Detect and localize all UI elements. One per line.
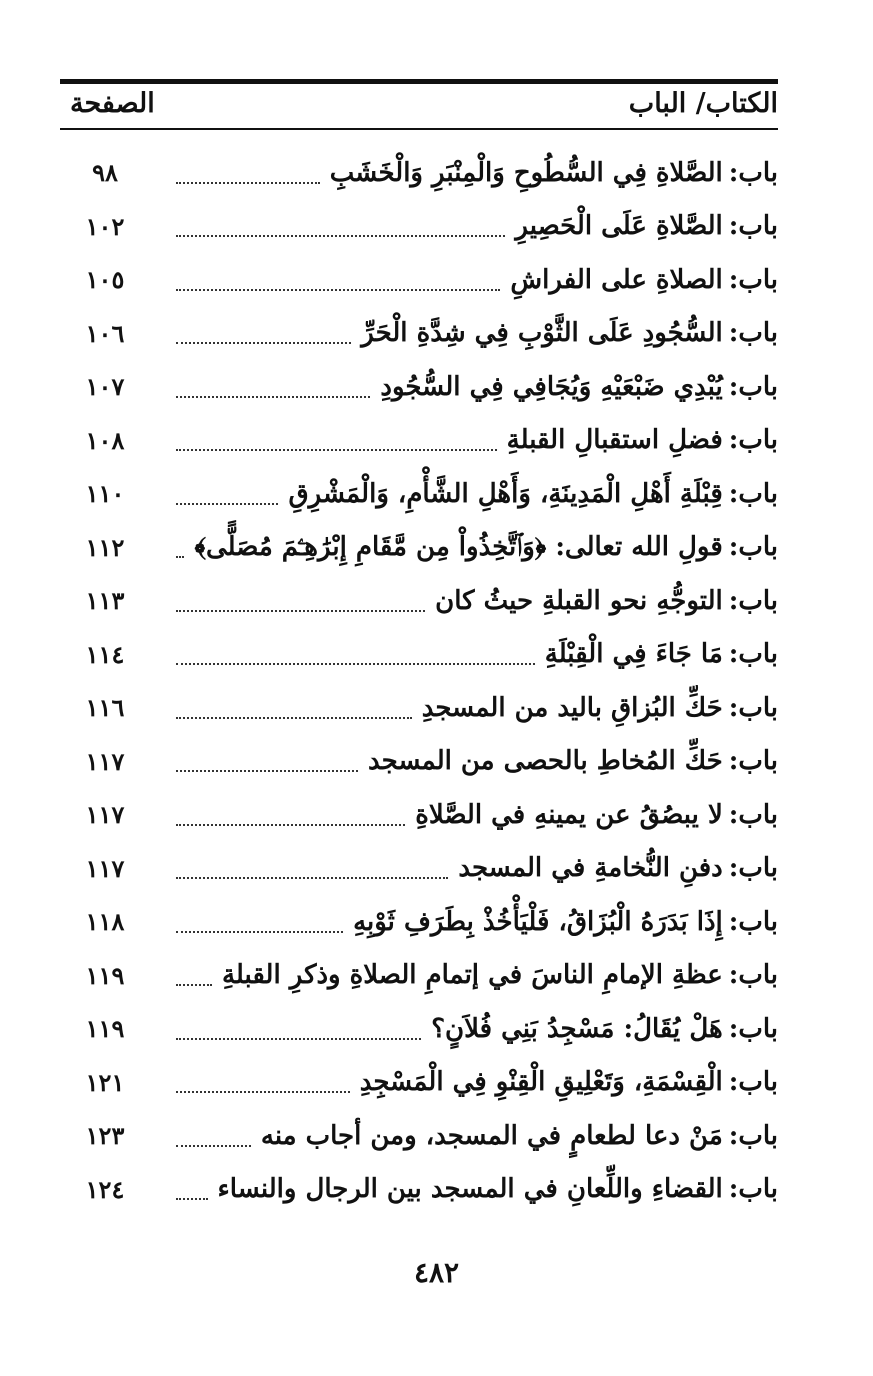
entry-prefix: باب: (728, 1174, 778, 1205)
dot-leader (176, 984, 212, 986)
top-rule (60, 79, 778, 84)
entry-page-number: ١٠٥ (85, 265, 125, 295)
entry-prefix: باب: (728, 318, 778, 349)
dot-leader (176, 1091, 350, 1093)
entry-title: الصَّلاةِ عَلَى الْحَصِيرِ (515, 211, 723, 242)
toc-entry (60, 146, 778, 200)
dot-leader (176, 717, 412, 719)
dot-leader (176, 610, 425, 612)
entry-page-number: ١١٣ (85, 586, 125, 616)
dot-leader (176, 182, 320, 184)
entry-page-number: ١٠٨ (85, 425, 125, 455)
toc-entry (60, 467, 778, 521)
toc-entry (60, 307, 778, 361)
entry-page-number: ١٠٦ (85, 318, 125, 348)
toc-entry (60, 574, 778, 628)
toc-entry (60, 1163, 778, 1217)
entry-prefix: باب: (728, 1120, 778, 1151)
toc-entry (60, 681, 778, 735)
entry-title: التوجُّهِ نحو القبلةِ حيثُ كان (435, 585, 723, 616)
entry-title: قولِ الله تعالى: ﴿وَٱتَّخِذُواْ مِن مَّقَامِ إِبْرَٰهِـۧمَ مُصَلًّى﴾ (194, 531, 723, 562)
entry-page-number: ١٢١ (85, 1067, 125, 1097)
entry-prefix: باب: (728, 1067, 778, 1098)
entry-title: حَكِّ البُزاقِ باليد من المسجدِ (421, 692, 723, 723)
entry-page-number: ١١٩ (85, 1014, 125, 1044)
entry-prefix: باب: (728, 1013, 778, 1044)
entry-title: قِبْلَةِ أَهْلِ الْمَدِينَةِ، وَأَهْلِ الشَّأْمِ، وَالْمَشْرِقِ (288, 478, 723, 509)
entry-title: يُبْدِي ضَبْعَيْهِ وَيُجَافِي فِي السُّجُودِ (380, 371, 723, 402)
entry-prefix: باب: (728, 532, 778, 563)
entry-prefix: باب: (728, 799, 778, 830)
entry-title: دفنِ النُّخامةِ في المسجد (458, 853, 723, 884)
entry-page-number: ١٢٤ (85, 1174, 125, 1204)
entry-page-number: ١١٧ (85, 746, 125, 776)
toc-entry (60, 842, 778, 896)
toc-entry (60, 1056, 778, 1110)
entry-title: الْقِسْمَةِ، وَتَعْلِيقِ الْقِنْوِ فِي الْمَسْجِدِ (359, 1067, 723, 1098)
dot-leader (176, 824, 405, 826)
table-of-contents (60, 146, 778, 1216)
entry-prefix: باب: (728, 906, 778, 937)
entry-prefix: باب: (728, 157, 778, 188)
entry-prefix: باب: (728, 585, 778, 616)
toc-entry (60, 788, 778, 842)
dot-leader (176, 342, 351, 344)
entry-prefix: باب: (728, 692, 778, 723)
toc-header (60, 86, 778, 126)
entry-page-number: ١١٠ (85, 479, 125, 509)
entry-prefix: باب: (728, 425, 778, 456)
toc-entry (60, 949, 778, 1003)
entry-page-number: ١١٧ (85, 800, 125, 830)
entry-title: الصَّلاةِ فِي السُّطُوحِ وَالْمِنْبَرِ وَالْخَشَبِ (329, 157, 723, 188)
entry-title: فضلِ استقبالِ القبلةِ (506, 425, 723, 456)
toc-entry (60, 1002, 778, 1056)
toc-entry (60, 414, 778, 468)
dot-leader (176, 503, 278, 505)
header-column-title: الكتاب/ الباب (628, 88, 778, 119)
page-folio-number: ٤٨٢ (413, 1256, 460, 1289)
entry-page-number: ١١٤ (85, 639, 125, 669)
entry-title: هَلْ يُقَالُ: مَسْجِدُ بَنِي فُلاَنٍ؟ (431, 1013, 723, 1044)
entry-title: لا يبصُقُ عن يمينهِ في الصَّلاةِ (415, 799, 723, 830)
entry-title: السُّجُودِ عَلَى الثَّوْبِ فِي شِدَّةِ الْحَرِّ (361, 318, 723, 349)
entry-prefix: باب: (728, 211, 778, 242)
dot-leader (176, 289, 500, 291)
dot-leader (176, 396, 370, 398)
toc-entry (60, 895, 778, 949)
entry-prefix: باب: (728, 478, 778, 509)
entry-prefix: باب: (728, 639, 778, 670)
toc-entry (60, 200, 778, 254)
entry-page-number: ١٢٣ (85, 1121, 125, 1151)
dot-leader (176, 1145, 251, 1147)
entry-page-number: ١١٨ (85, 907, 125, 937)
entry-title: الصلاةِ على الفراشِ (510, 264, 723, 295)
entry-prefix: باب: (728, 746, 778, 777)
entry-title: مَا جَاءَ فِي الْقِبْلَةِ (544, 639, 723, 670)
entry-prefix: باب: (728, 371, 778, 402)
entry-prefix: باب: (728, 853, 778, 884)
entry-page-number: ٩٨ (92, 158, 118, 188)
entry-page-number: ١٠٧ (85, 372, 125, 402)
entry-title: إِذَا بَدَرَهُ الْبُزَاقُ، فَلْيَأْخُذْ بِطَرَفِ ثَوْبِهِ (353, 906, 723, 937)
header-rule (60, 128, 778, 130)
dot-leader (176, 877, 448, 879)
entry-page-number: ١١٦ (85, 693, 125, 723)
entry-title: حَكِّ المُخاطِ بالحصى من المسجد (368, 746, 723, 777)
dot-leader (176, 556, 184, 558)
entry-page-number: ١١٧ (85, 853, 125, 883)
toc-entry (60, 735, 778, 789)
dot-leader (176, 449, 497, 451)
toc-entry (60, 253, 778, 307)
toc-entry (60, 1109, 778, 1163)
entry-prefix: باب: (728, 960, 778, 991)
entry-page-number: ١١٢ (85, 532, 125, 562)
entry-title: القضاءِ واللِّعانِ في المسجد بين الرجال والنساء (217, 1174, 723, 1205)
dot-leader (176, 1198, 208, 1200)
entry-title: مَنْ دعا لطعامٍ في المسجد، ومن أجاب منه (260, 1120, 723, 1151)
entry-prefix: باب: (728, 264, 778, 295)
entry-page-number: ١١٩ (85, 960, 125, 990)
header-column-page: الصفحة (70, 88, 155, 119)
toc-entry (60, 521, 778, 575)
entry-title: عظةِ الإمامِ الناسَ في إتمامِ الصلاةِ وذكرِ القبلةِ (221, 960, 723, 991)
dot-leader (176, 770, 358, 772)
toc-entry (60, 360, 778, 414)
dot-leader (176, 1038, 421, 1040)
dot-leader (176, 663, 535, 665)
dot-leader (176, 931, 343, 933)
dot-leader (176, 235, 505, 237)
entry-page-number: ١٠٢ (85, 211, 125, 241)
toc-entry (60, 628, 778, 682)
